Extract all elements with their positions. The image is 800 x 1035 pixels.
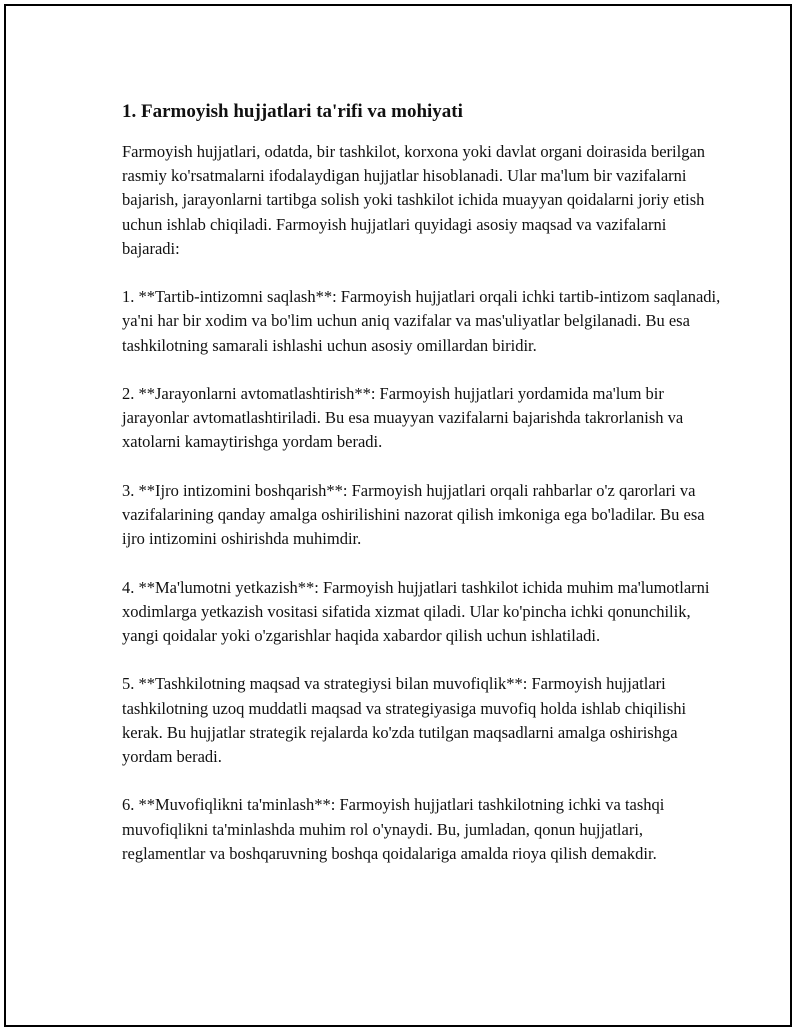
section-heading: 1. Farmoyish hujjatlari ta'rifi va mohiyati [122,101,463,122]
item-information-paragraph: 4. **Ma'lumotni yetkazish**: Farmoyish hujjatlari tashkilot ichida muhim ma'lumotlarni xodimlarga yetkazish vositasi sifatida xizmat qiladi. Ular ko'pincha ichki qonunchilik, yangi qoidalar yoki o'zgarishlar haqida xabardor qilish uchun ishlatiladi. [122,577,710,645]
item-compliance-paragraph: 6. **Muvofiqlikni ta'minlash**: Farmoyish hujjatlari tashkilotning ichki va tashqi muvofiqlikni ta'minlashda muhim rol o'ynaydi. Bu, jumladan, qonun hujjatlari, reglamentlar va boshqaruvning boshqa qoidalariga amalda rioya qilish demakdir. [122,795,665,863]
item-execution-paragraph: 3. **Ijro intizomini boshqarish**: Farmoyish hujjatlari orqali rahbarlar o'z qarorlari va vazifalarining qanday amalga oshirilishini nazorat qilish imkoniga ega bo'ladilar. Bu esa ijro intizomini oshirishda muhimdir. [122,480,705,549]
item-automation-paragraph: 2. **Jarayonlarni avtomatlashtirish**: Farmoyish hujjatlari yordamida ma'lum bir jarayonlar avtomatlashtiriladi. Bu esa muayyan vazifalarni bajarishda takrorlanish va xatolarni kamaytirishga yordam beradi. [122,384,684,452]
intro-paragraph: Farmoyish hujjatlari, odatda, bir tashkilot, korxona yoki davlat organi doirasida berilgan rasmiy ko'rsatmalarni ifodalaydigan hujjatlar hisoblanadi. Ular ma'lum bir vazifalarni bajarish, jarayonlarni tartibga solish yoki tashkilot ichida muayyan qoidalarni joriy etish uchun ishlab chiqiladi. Farmoyish hujjatlari quyidagi asosiy maqsad va vazifalarni bajaradi: [122,142,706,258]
item-strategy-paragraph: 5. **Tashkilotning maqsad va strategiysi bilan muvofiqlik**: Farmoyish hujjatlari tashkilotning uzoq muddatli maqsad va strategiyasiga muvofiq holda ishlab chiqilishi kerak. Bu hujjatlar strategik rejalarda ko'zda tutilgan maqsadlarni amalga oshirishga yordam beradi. [122,674,687,766]
document-page [4,4,792,1027]
document-content [122,100,722,890]
item-discipline-paragraph: 1. **Tartib-intizomni saqlash**: Farmoyish hujjatlari orqali ichki tartib-intizom saqlanadi, ya'ni har bir xodim va bo'lim uchun aniq vazifalar va mas'uliyatlar belgilanadi. Bu esa tashkilotning samarali ishlashi uchun asosiy omillardan biridir. [122,287,721,355]
